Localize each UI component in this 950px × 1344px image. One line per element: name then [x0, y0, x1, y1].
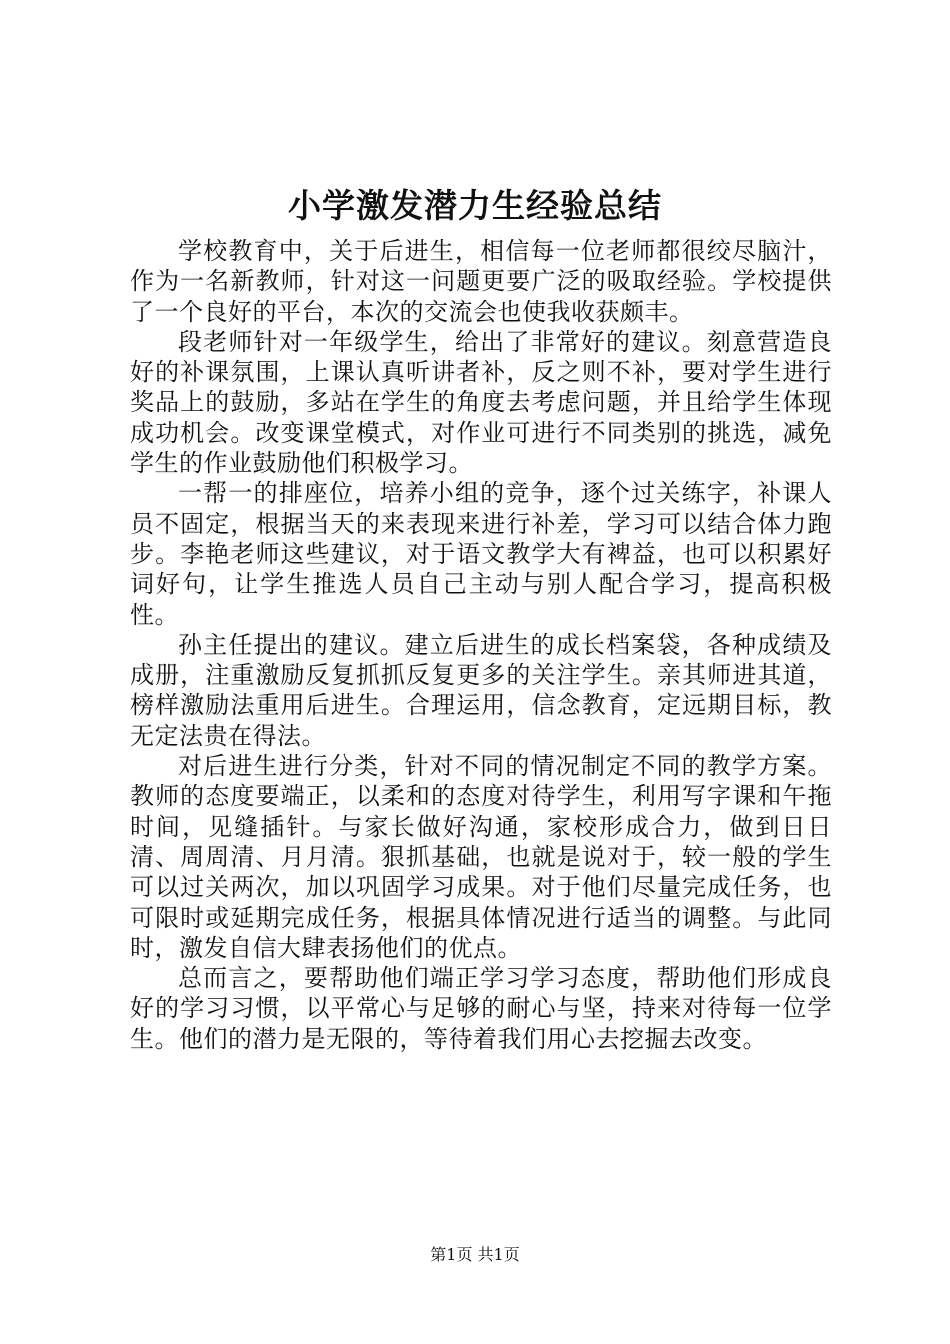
paragraph-5: 对后进生进行分类，针对不同的情况制定不同的教学方案。教师的态度要端正，以柔和的态度对待学生，利用写字课和午拖时间，见缝插针。与家长做好沟通，家校形成合力，做到日日清、周周清、月月清。狠抓基础，也就是说对于，较一般的学生可以过关两次，加以巩固学习成果。对于他们尽量完成任务，也可限时或延期完成任务，根据具体情况进行适当的调整。与此同时，激发自信大肆表扬他们的优点。 — [130, 752, 832, 962]
paragraph-4: 孙主任提出的建议。建立后进生的成长档案袋，各种成绩及成册，注重激励反复抓抓反复更多的关注学生。亲其师进其道，榜样激励法重用后进生。合理运用，信念教育，定远期目标，教无定法贵在得法。 — [130, 630, 832, 750]
paragraph-3: 一帮一的排座位，培养小组的竞争，逐个过关练字，补课人员不固定，根据当天的来表现来进行补差，学习可以结合体力跑步。李艳老师这些建议，对于语文教学大有裨益，也可以积累好词好句，让学生推选人员自己主动与别人配合学习，提高积极性。 — [130, 479, 832, 629]
document-title: 小学激发潜力生经验总结 — [288, 186, 662, 225]
paragraph-6: 总而言之，要帮助他们端正学习学习态度，帮助他们形成良好的学习习惯，以平常心与足够的耐心与坚，持来对待每一位学生。他们的潜力是无限的，等待着我们用心去挖掘去改变。 — [130, 964, 832, 1053]
paragraph-1: 学校教育中，关于后进生，相信每一位老师都很绞尽脑汁，作为一名新教师，针对这一问题更要广泛的吸取经验。学校提供了一个良好的平台，本次的交流会也使我收获颇丰。 — [130, 237, 832, 326]
page-footer: 第1页 共1页 — [430, 1245, 520, 1264]
paragraph-2: 段老师针对一年级学生，给出了非常好的建议。刻意营造良好的补课氛围，上课认真听讲者补，反之则不补，要对学生进行奖品上的鼓励，多站在学生的角度去考虑问题，并且给学生体现成功机会。改变课堂模式，对作业可进行不同类别的挑选，减免学生的作业鼓励他们积极学习。 — [130, 327, 832, 478]
document-body — [130, 236, 832, 1054]
